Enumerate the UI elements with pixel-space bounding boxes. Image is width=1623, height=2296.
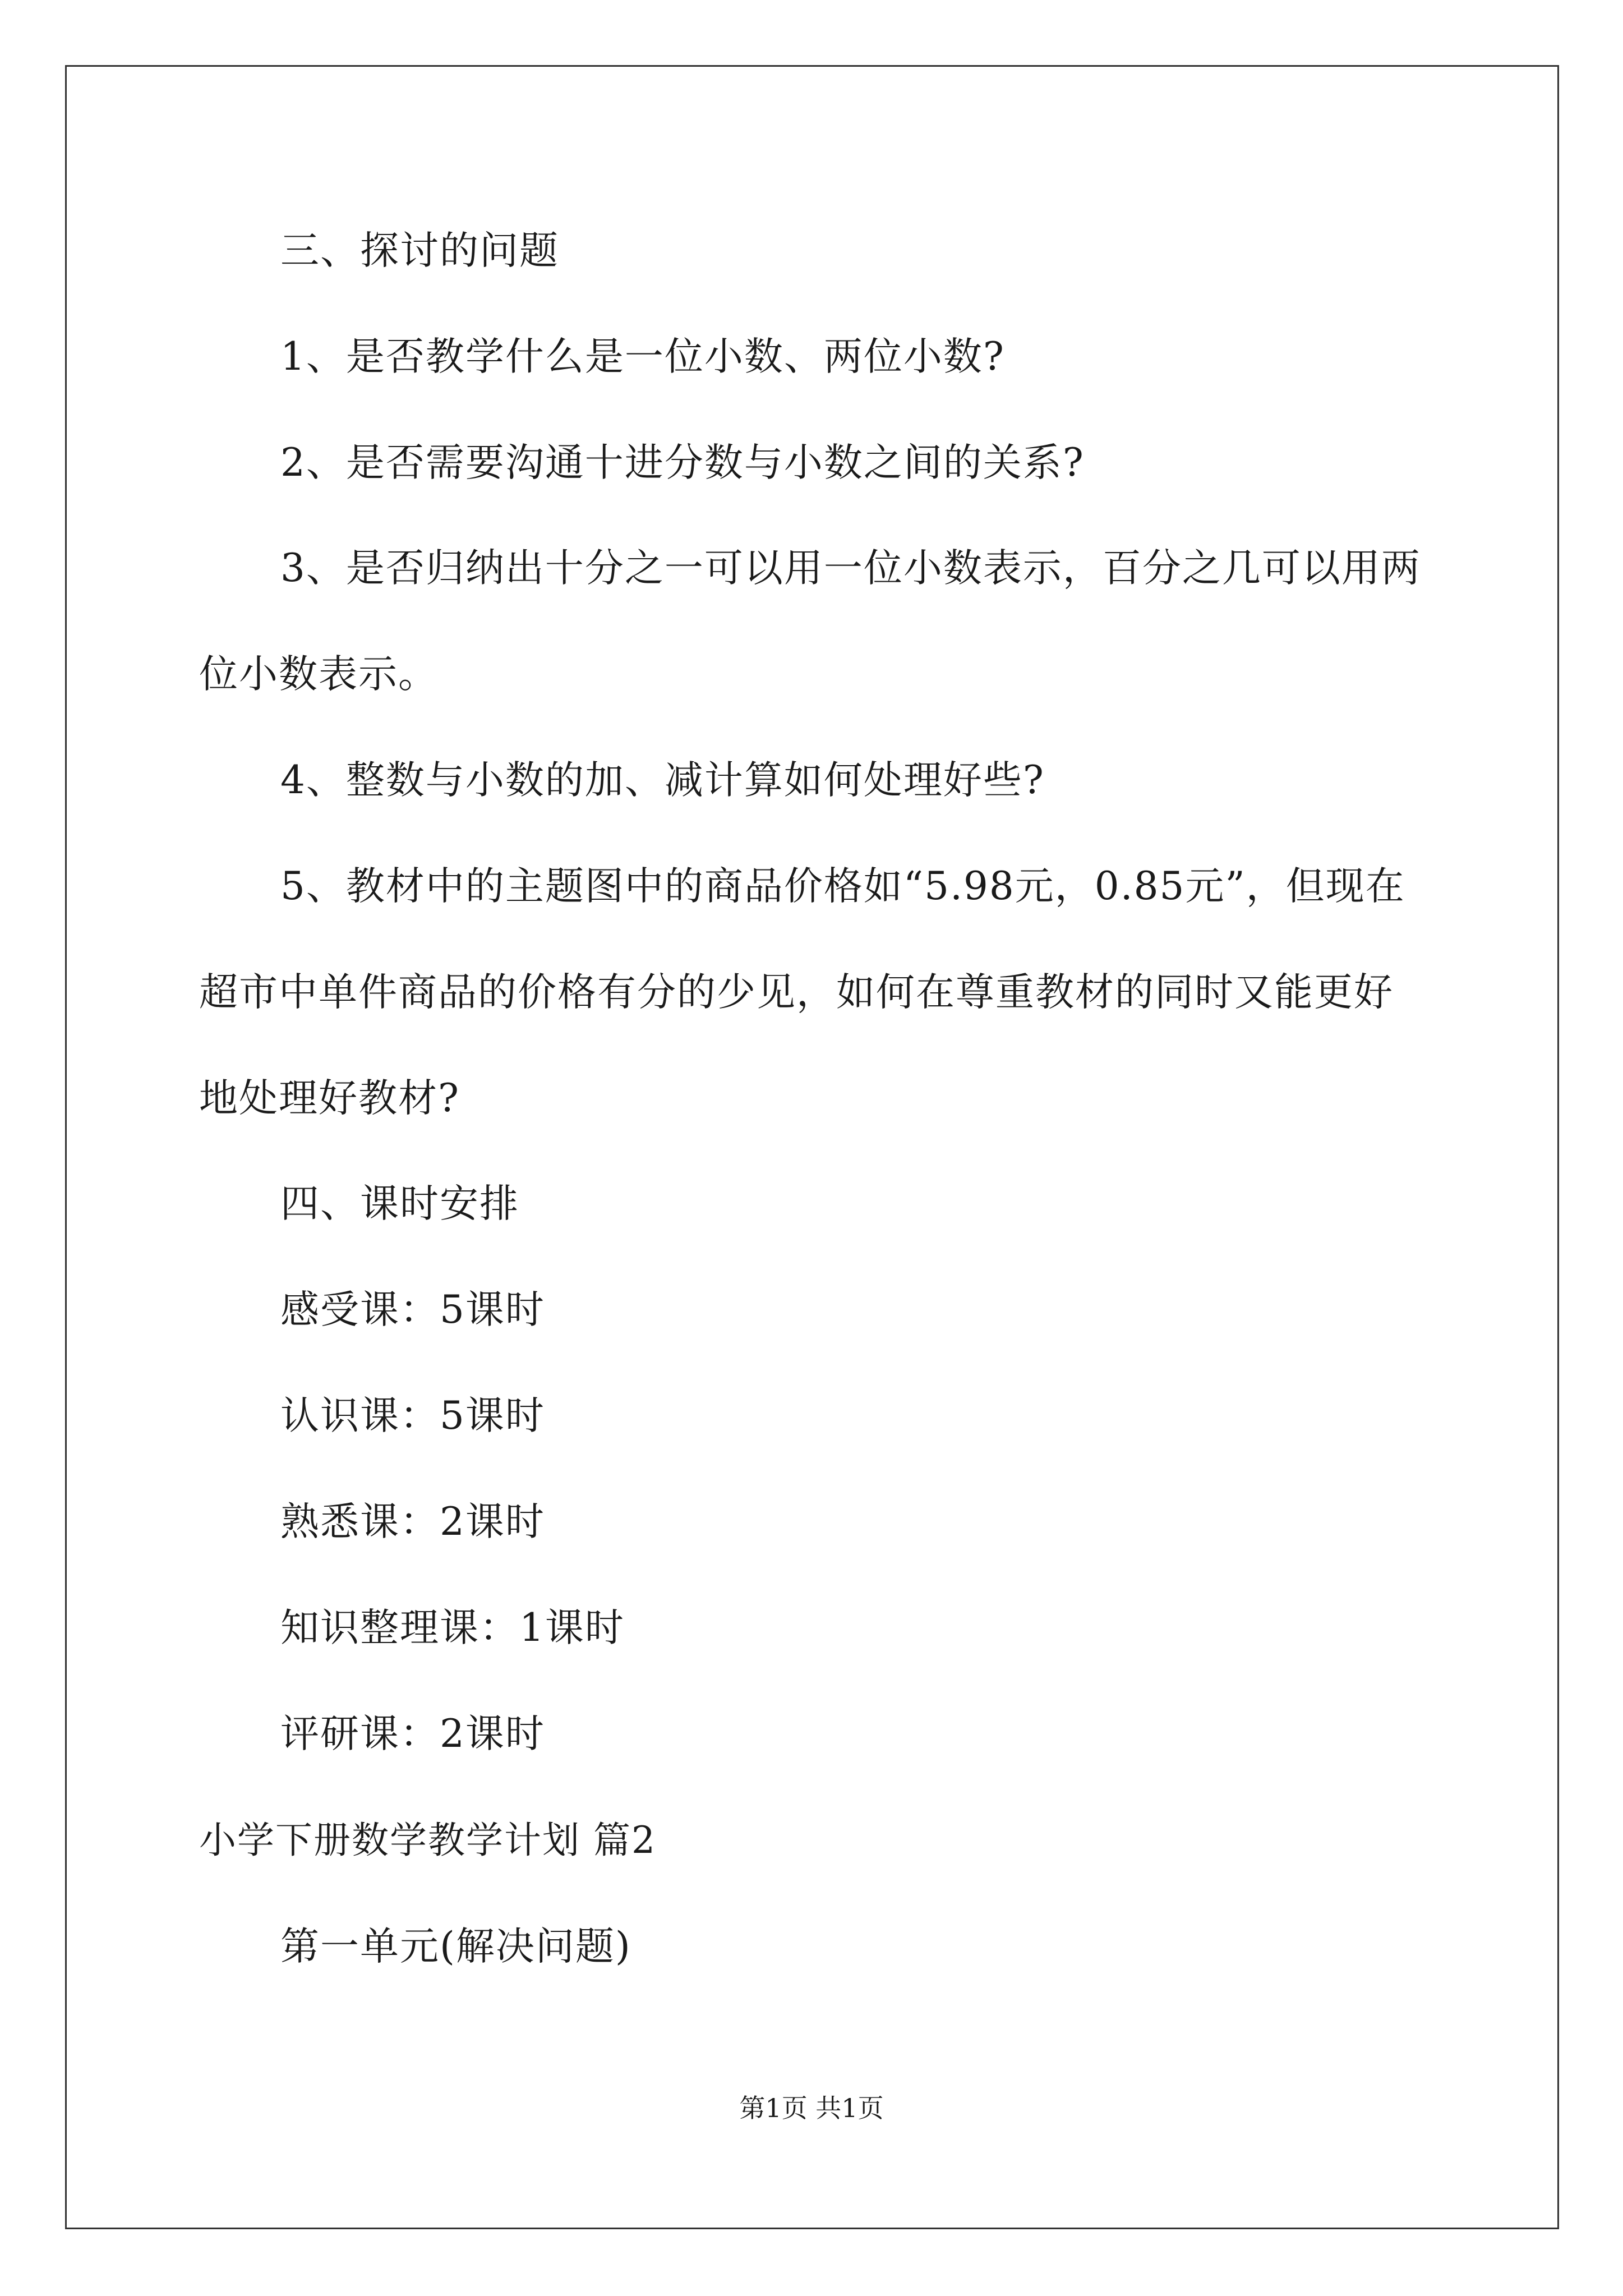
plan-2-title: 小学下册数学教学计划 篇2 <box>199 1819 656 1862</box>
page-footer: 第1页 共1页 <box>739 2093 884 2123</box>
schedule-item: 认识课：5课时 <box>280 1393 545 1438</box>
question-5-line-3: 地处理好教材? <box>199 1076 460 1121</box>
question-1: 1、是否教学什么是一位小数、两位小数? <box>280 334 1005 379</box>
page-border <box>65 65 1559 2229</box>
question-5-line-1: 5、教材中的主题图中的商品价格如“5.98元，0.85元”，但现在 <box>280 864 1405 909</box>
schedule-item: 熟悉课：2课时 <box>280 1499 545 1544</box>
question-2: 2、是否需要沟通十进分数与小数之间的关系? <box>280 440 1085 485</box>
section-heading-4: 四、课时安排 <box>280 1181 519 1226</box>
question-5-line-2: 超市中单件商品的价格有分的少见，如何在尊重教材的同时又能更好 <box>199 970 1394 1015</box>
question-3-line-2: 位小数表示。 <box>199 652 438 697</box>
schedule-item: 感受课：5课时 <box>280 1287 545 1332</box>
question-4: 4、整数与小数的加、减计算如何处理好些? <box>280 758 1045 803</box>
unit-1-title: 第一单元(解决问题) <box>280 1924 631 1969</box>
section-heading-3: 三、探讨的问题 <box>280 228 559 273</box>
schedule-item: 评研课：2课时 <box>280 1711 545 1756</box>
question-3-line-1: 3、是否归纳出十分之一可以用一位小数表示，百分之几可以用两 <box>280 546 1421 591</box>
schedule-item: 知识整理课：1课时 <box>280 1605 625 1650</box>
